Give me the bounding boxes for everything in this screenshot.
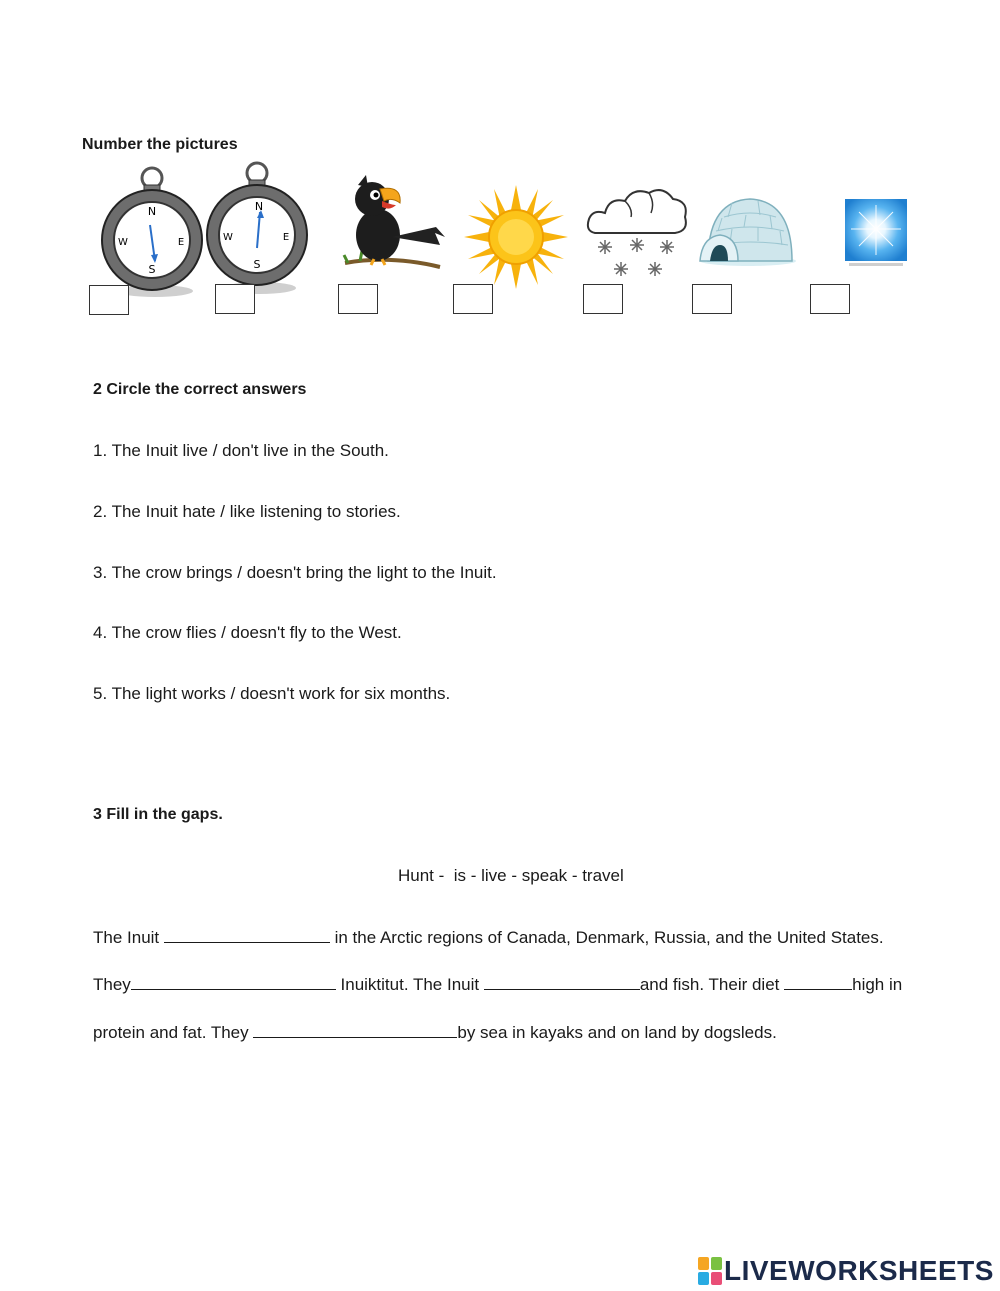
gap-line-2 — [93, 975, 902, 995]
svg-text:W: W — [223, 232, 233, 243]
section2-heading: 2 Circle the correct answers — [93, 381, 307, 398]
answer-box-4[interactable] — [453, 284, 493, 314]
gap-field-4[interactable] — [784, 975, 852, 990]
gap-field-1[interactable] — [164, 928, 330, 943]
gap-text: They — [93, 975, 131, 994]
liveworksheets-logo — [698, 1255, 994, 1287]
answer-box-3[interactable] — [338, 284, 378, 314]
gap-text: and fish. Their diet — [639, 975, 785, 994]
gap-text: in the Arctic regions of Canada, Denmark, Russia, and the United States. — [329, 928, 884, 947]
question-3[interactable]: 3. The crow brings / doesn't bring the light to the Inuit. — [93, 563, 497, 582]
question-4[interactable]: 4. The crow flies / doesn't fly to the West. — [93, 623, 402, 642]
svg-text:N: N — [147, 205, 157, 218]
logo-blocks-icon — [698, 1257, 722, 1285]
question-2[interactable]: 2. The Inuit hate / like listening to stories. — [93, 502, 401, 521]
question-1[interactable]: 1. The Inuit live / don't live in the South. — [93, 441, 389, 460]
logo-text: LIVEWORKSHEETS — [724, 1255, 994, 1286]
sun-icon — [464, 185, 568, 289]
svg-text:W: W — [118, 237, 128, 248]
answer-box-1[interactable] — [89, 285, 129, 315]
igloo-icon — [698, 195, 798, 267]
section3-heading: 3 Fill in the gaps. — [93, 806, 223, 823]
compass-north-icon — [205, 160, 311, 295]
svg-text:S: S — [253, 258, 261, 271]
answer-box-7[interactable] — [810, 284, 850, 314]
svg-text:S: S — [148, 263, 156, 276]
gap-text: high in — [852, 975, 903, 994]
gap-text: protein and fat. They — [93, 1023, 254, 1042]
answer-box-6[interactable] — [692, 284, 732, 314]
svg-text:E: E — [177, 237, 185, 248]
answer-box-2[interactable] — [215, 284, 255, 314]
gap-text: The Inuit — [93, 928, 164, 947]
gap-line-3 — [93, 1023, 777, 1043]
gap-text: by sea in kayaks and on land by dogsleds. — [457, 1023, 777, 1042]
gap-line-1 — [93, 928, 884, 948]
gap-field-3[interactable] — [484, 975, 640, 990]
gap-field-5[interactable] — [253, 1023, 457, 1038]
light-icon — [845, 199, 907, 269]
svg-text:N: N — [254, 200, 264, 213]
gap-field-2[interactable] — [131, 975, 336, 990]
gap-text: Inuiktitut. The Inuit — [335, 975, 484, 994]
section1-heading: Number the pictures — [82, 136, 238, 153]
compass-south-icon — [100, 165, 206, 300]
crow-icon — [340, 175, 450, 275]
answer-box-5[interactable] — [583, 284, 623, 314]
svg-text:E: E — [282, 232, 290, 243]
question-5[interactable]: 5. The light works / doesn't work for six months. — [93, 684, 451, 703]
snow-cloud-icon — [585, 185, 689, 285]
word-bank: Hunt - is - live - speak - travel — [398, 866, 624, 885]
